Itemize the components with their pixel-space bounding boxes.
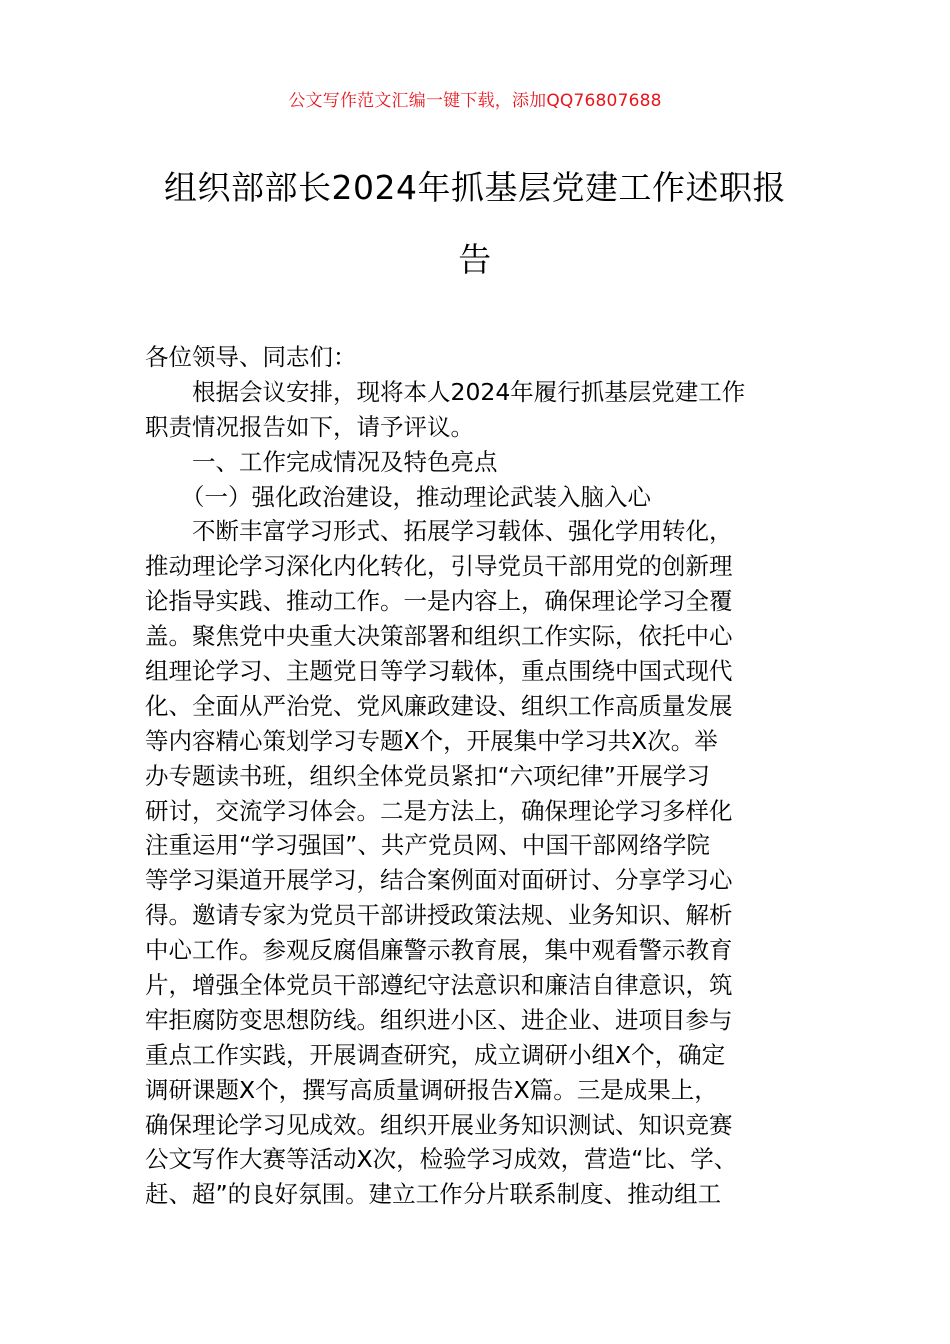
paragraph-line: 确保理论学习见成效。组织开展业务知识测试、知识竞赛 [145, 1110, 733, 1139]
paragraph-line: 调研课题X个，撰写高质量调研报告X篇。三是成果上， [145, 1075, 718, 1104]
paragraph-line: 片，增强全体党员干部遵纪守法意识和廉洁自律意识，筑 [145, 971, 733, 1000]
subsection-heading: （一）强化政治建设，推动理论武装入脑入心 [181, 482, 651, 511]
paragraph-line: 牢拒腐防变思想防线。组织进小区、进企业、进项目参与 [145, 1005, 733, 1034]
paragraph-line: 推动理论学习深化内化转化，引导党员干部用党的创新理 [145, 552, 733, 581]
paragraph-line: 研讨，交流学习体会。二是方法上，确保理论学习多样化 [145, 796, 733, 825]
paragraph-line: 不断丰富学习形式、拓展学习载体、强化学用转化， [192, 517, 733, 546]
paragraph-line: 赶、超”的良好氛围。建立工作分片联系制度、推动组工 [145, 1180, 722, 1209]
paragraph-line: 职责情况报告如下，请予评议。 [145, 412, 474, 441]
paragraph-line: 中心工作。参观反腐倡廉警示教育展，集中观看警示教育 [145, 936, 733, 965]
paragraph-line: 盖。聚焦党中央重大决策部署和组织工作实际，依托中心 [145, 622, 733, 651]
salutation: 各位领导、同志们： [145, 343, 357, 371]
paragraph-line: 公文写作大赛等活动X次，检验学习成效，营造“比、学、 [145, 1145, 738, 1174]
title-line-1: 组织部部长2024年抓基层党建工作述职报 [164, 168, 786, 207]
paragraph-line: 办专题读书班，组织全体党员紧扣“六项纪律”开展学习 [145, 761, 710, 790]
paragraph-line: 重点工作实践，开展调查研究，成立调研小组X个，确定 [145, 1040, 726, 1069]
paragraph-line: 根据会议安排，现将本人2024年履行抓基层党建工作 [192, 377, 746, 406]
title-line-2: 告 [458, 240, 492, 279]
download-banner: 公文写作范文汇编一键下载，添加QQ76807688 [288, 91, 662, 111]
paragraph-line: 化、全面从严治党、党风廉政建设、组织工作高质量发展 [145, 691, 733, 720]
paragraph-line: 等内容精心策划学习专题X个，开展集中学习共X次。举 [145, 726, 718, 755]
section-heading: 一、工作完成情况及特色亮点 [192, 447, 498, 476]
document-title [140, 152, 810, 296]
paragraph-line: 等学习渠道开展学习，结合案例面对面研讨、分享学习心 [145, 866, 733, 895]
paragraph-line: 组理论学习、主题党日等学习载体，重点围绕中国式现代 [145, 657, 733, 686]
paragraph-line: 得。邀请专家为党员干部讲授政策法规、业务知识、解析 [145, 901, 733, 930]
document-body [145, 340, 825, 1212]
paragraph-line: 论指导实践、推动工作。一是内容上，确保理论学习全覆 [145, 587, 733, 616]
paragraph-line: 注重运用“学习强国”、共产党员网、中国干部网络学院 [145, 831, 710, 860]
